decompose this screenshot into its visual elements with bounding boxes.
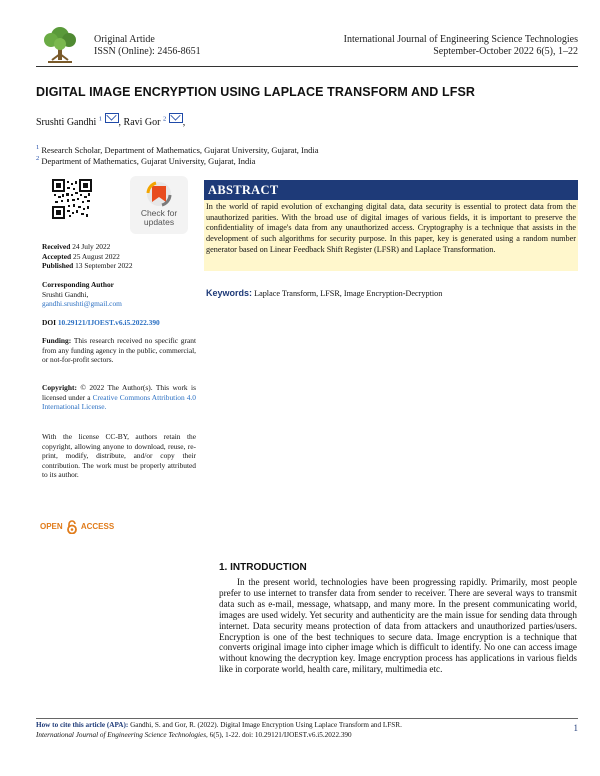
- corresponding-author: [42, 280, 196, 309]
- keywords-text: Laplace Transform, LFSR, Image Encryption-Decryption: [254, 289, 443, 298]
- issn: ISSN (Online): 2456-8651: [94, 46, 201, 57]
- journal-logo-tree-icon: [38, 24, 82, 64]
- license-text: With the license CC-BY, authors retain the copyright, allowing anyone to download, reuse, re-print, modify, distribute, and/or copy their contribution. The work must be properly attributed to its author.: [42, 432, 196, 480]
- issue-info: September-October 2022 6(5), 1–22: [433, 46, 578, 57]
- keywords-label: Keywords:: [206, 288, 253, 298]
- author-sup: 2: [162, 115, 167, 123]
- cite-text: Gandhi, S. and Gor, R. (2022). Digital Image Encryption Using Laplace Transform and LFSR.: [130, 721, 402, 729]
- qr-code-icon: [52, 179, 92, 219]
- header-right: [344, 34, 578, 58]
- copyright-statement: Copyright: © 2022 The Author(s). This work is licensed under a Creative Commons Attribution 4.0 International License.: [42, 383, 196, 412]
- header-left: [94, 34, 201, 58]
- section-heading: 1. INTRODUCTION: [219, 562, 307, 573]
- check-for-updates-badge[interactable]: [130, 176, 188, 234]
- introduction-text: In the present world, technologies have been progressing rapidly. Primarily, most people prefer to use internet to transfer data from sender to receiver. There are several ways to transmit data such as e-mail, message, whatsapp, and many more. In the present communicating world, images are used widely. Yet security and authenticity are the main issue for sending data through internet. Data security means protection of data from attackers and unauthorized parties/users. Encryption is one of the best techniques to secure data. Image encryption is a technique that converts original image into cipher image which is difficult to identify. No one can access image without knowing the decryption key. Image encryption process has applications in various fields like in corporate world, health care, military, multimedia etc.: [219, 577, 577, 675]
- publication-dates: Received 24 July 2022 Accepted 25 August 2022 Published 13 September 2022: [42, 242, 133, 271]
- article-type: Original Artide: [94, 34, 155, 45]
- page-number: 1: [573, 723, 578, 733]
- open-access-badge: OPEN ACCESS: [40, 520, 114, 534]
- author-sup: 1: [98, 115, 103, 123]
- author-name: Ravi Gor: [123, 117, 161, 128]
- abstract-text: In the world of rapid evolution of exchanging digital data, data security is essential to protect data from the unauthorized parities. With the broad use of digital images of various fields, it is important to preserve the confidentiality of image's data from any unauthorized access. Cryptography is a technique that assists in the development of such algorithms for security purpose. In this paper, key is generated using a random number generator based on Linear Feedback Shift Register (LFSR) and Laplace Transformation.: [206, 202, 576, 254]
- journal-name: International Journal of Engineering Science Technologies: [343, 34, 578, 45]
- header-divider: [36, 66, 578, 67]
- doi-link[interactable]: 10.29121/IJOEST.v6.i5.2022.390: [57, 318, 160, 327]
- check-updates-line2: updates: [143, 217, 175, 227]
- open-lock-icon: [65, 520, 79, 534]
- email-icon[interactable]: [169, 113, 183, 123]
- doi-line: DOI 10.29121/IJOEST.v6.i5.2022.390: [42, 318, 160, 327]
- citation-footer: [36, 721, 556, 740]
- keywords-line: [206, 288, 442, 298]
- corresponding-label: Corresponding Author: [42, 280, 114, 289]
- abstract-heading: ABSTRACT: [204, 180, 578, 200]
- license-link[interactable]: Creative Commons Attribution 4.0 International License.: [42, 392, 196, 412]
- email-icon[interactable]: [105, 113, 119, 123]
- cite-journal: International Journal of Engineering Science Technologies,: [36, 730, 208, 739]
- affiliation: $^2$ Department of Mathematics, Gujarat University, Gujarat, India: [36, 155, 256, 166]
- footer-divider: [36, 718, 578, 719]
- funding-statement: Funding: This research received no specific grant from any funding agency in the public, commercial, or not-for-profit sectors.: [42, 336, 196, 365]
- cite-tail: 6(5), 1-22. doi: 10.29121/IJOEST.v6.i5.2022.390: [209, 730, 352, 739]
- corresponding-name: Srushti Gandhi,: [42, 289, 89, 299]
- corresponding-email-link[interactable]: gandhi.srushti@gmail.com: [42, 299, 122, 309]
- abstract-box: [204, 180, 578, 271]
- author-line: Srushti Gandhi $^1$ , Ravi Gor $^2$ ,: [36, 115, 185, 128]
- article-title: DIGITAL IMAGE ENCRYPTION USING LAPLACE TRANSFORM AND LFSR: [36, 85, 476, 99]
- author-name: Srushti Gandhi: [36, 117, 97, 128]
- affiliation: $^1$ Research Scholar, Department of Mathematics, Gujarat University, Gujarat, India: [36, 144, 319, 155]
- cite-label: How to cite this article (APA):: [36, 721, 129, 729]
- check-updates-line1: Check for: [140, 208, 178, 218]
